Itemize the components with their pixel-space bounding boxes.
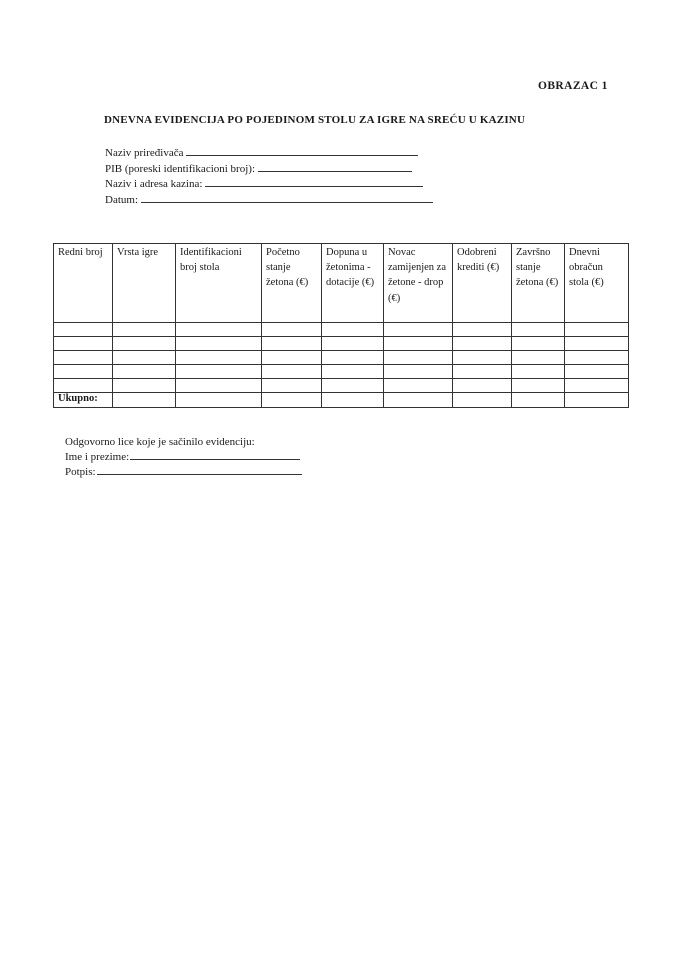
table-cell[interactable]	[453, 379, 512, 393]
table-cell[interactable]	[453, 365, 512, 379]
table-cell[interactable]	[565, 393, 629, 408]
signature-line[interactable]	[97, 465, 302, 475]
table-cell[interactable]	[322, 365, 384, 379]
table-cell[interactable]	[176, 365, 262, 379]
form-code: OBRAZAC 1	[538, 80, 608, 92]
total-row	[54, 393, 629, 408]
table-cell[interactable]	[113, 379, 176, 393]
date-field	[105, 193, 433, 209]
table-cell[interactable]	[565, 351, 629, 365]
table-cell[interactable]	[54, 323, 113, 337]
table-cell[interactable]	[176, 323, 262, 337]
header-fields	[105, 146, 433, 208]
full-name-label: Ime i prezime:	[65, 451, 130, 463]
table-cell[interactable]	[565, 365, 629, 379]
tax-id-line[interactable]	[258, 162, 412, 172]
table-cell[interactable]	[384, 351, 453, 365]
form-title: DNEVNA EVIDENCIJA PO POJEDINOM STOLU ZA IGRE NA SREĆU U KAZINU	[104, 114, 526, 126]
column-header: Vrsta igre	[113, 244, 176, 323]
table-cell[interactable]	[384, 365, 453, 379]
casino-name-address-label: Naziv i adresa kazina:	[105, 178, 203, 190]
table-cell[interactable]	[322, 337, 384, 351]
table-cell[interactable]	[384, 323, 453, 337]
column-header: Novac zamijenjen za žetone - drop (€)	[384, 244, 453, 323]
table-cell[interactable]	[54, 379, 113, 393]
table-cell[interactable]	[113, 393, 176, 408]
table-cell[interactable]	[113, 337, 176, 351]
responsible-person-label: Odgovorno lice koje je sačinilo evidenciju:	[65, 436, 255, 448]
table-cell[interactable]	[262, 337, 322, 351]
table-cell[interactable]	[453, 351, 512, 365]
column-header: Redni broj	[54, 244, 113, 323]
date-label: Datum:	[105, 193, 138, 206]
signature-label: Potpis:	[65, 466, 96, 478]
column-header: Dnevni obračun stola (€)	[565, 244, 629, 323]
column-header: Odobreni krediti (€)	[453, 244, 512, 323]
table-cell[interactable]	[453, 393, 512, 408]
table-row	[54, 351, 629, 365]
table-cell[interactable]	[54, 365, 113, 379]
table-cell[interactable]	[512, 323, 565, 337]
table-row	[54, 365, 629, 379]
table-cell[interactable]	[262, 365, 322, 379]
table-cell[interactable]	[512, 393, 565, 408]
table-cell[interactable]	[113, 365, 176, 379]
table-cell[interactable]	[322, 379, 384, 393]
table-cell[interactable]	[512, 351, 565, 365]
table-cell[interactable]	[113, 351, 176, 365]
tax-id-label: PIB (poreski identifikacioni broj):	[105, 162, 255, 175]
table-cell[interactable]	[54, 351, 113, 365]
table-row	[54, 323, 629, 337]
table-cell[interactable]	[54, 337, 113, 351]
table-cell[interactable]	[176, 351, 262, 365]
table-cell[interactable]	[176, 393, 262, 408]
signature-field	[65, 465, 302, 480]
table-cell[interactable]	[176, 337, 262, 351]
table-cell[interactable]	[384, 379, 453, 393]
table-cell[interactable]	[453, 323, 512, 337]
column-header: Dopuna u žetonima - dotacije (€)	[322, 244, 384, 323]
casino-name-address-line[interactable]	[205, 177, 423, 187]
table-cell[interactable]	[262, 379, 322, 393]
operator-name-label: Naziv priređivača	[105, 147, 184, 159]
records-table	[53, 243, 629, 408]
table-cell[interactable]	[262, 323, 322, 337]
table-cell[interactable]	[113, 323, 176, 337]
table-cell[interactable]	[565, 323, 629, 337]
table-cell[interactable]	[565, 337, 629, 351]
table-cell[interactable]	[176, 379, 262, 393]
operator-name-line[interactable]	[186, 146, 418, 156]
table-cell[interactable]	[322, 351, 384, 365]
column-header: Završno stanje žetona (€)	[512, 244, 565, 323]
table-cell[interactable]	[262, 393, 322, 408]
table-row	[54, 379, 629, 393]
column-header: Identifikacioni broj stola	[176, 244, 262, 323]
column-header: Početno stanje žetona (€)	[262, 244, 322, 323]
table-header-row	[54, 244, 629, 323]
casino-name-address-field	[105, 177, 433, 193]
table-cell[interactable]	[322, 393, 384, 408]
signature-block	[65, 435, 302, 480]
operator-name-field	[105, 146, 433, 162]
table-cell[interactable]	[384, 337, 453, 351]
table-cell[interactable]	[262, 351, 322, 365]
date-line[interactable]	[141, 193, 433, 203]
table-cell[interactable]	[512, 337, 565, 351]
table-cell[interactable]	[384, 393, 453, 408]
table-cell[interactable]	[322, 323, 384, 337]
total-label: Ukupno:	[54, 393, 113, 408]
table-cell[interactable]	[453, 337, 512, 351]
table-cell[interactable]	[565, 379, 629, 393]
table-cell[interactable]	[512, 365, 565, 379]
table-row	[54, 337, 629, 351]
full-name-line[interactable]	[130, 450, 300, 460]
tax-id-field	[105, 162, 433, 178]
table-cell[interactable]	[512, 379, 565, 393]
full-name-field	[65, 450, 302, 465]
